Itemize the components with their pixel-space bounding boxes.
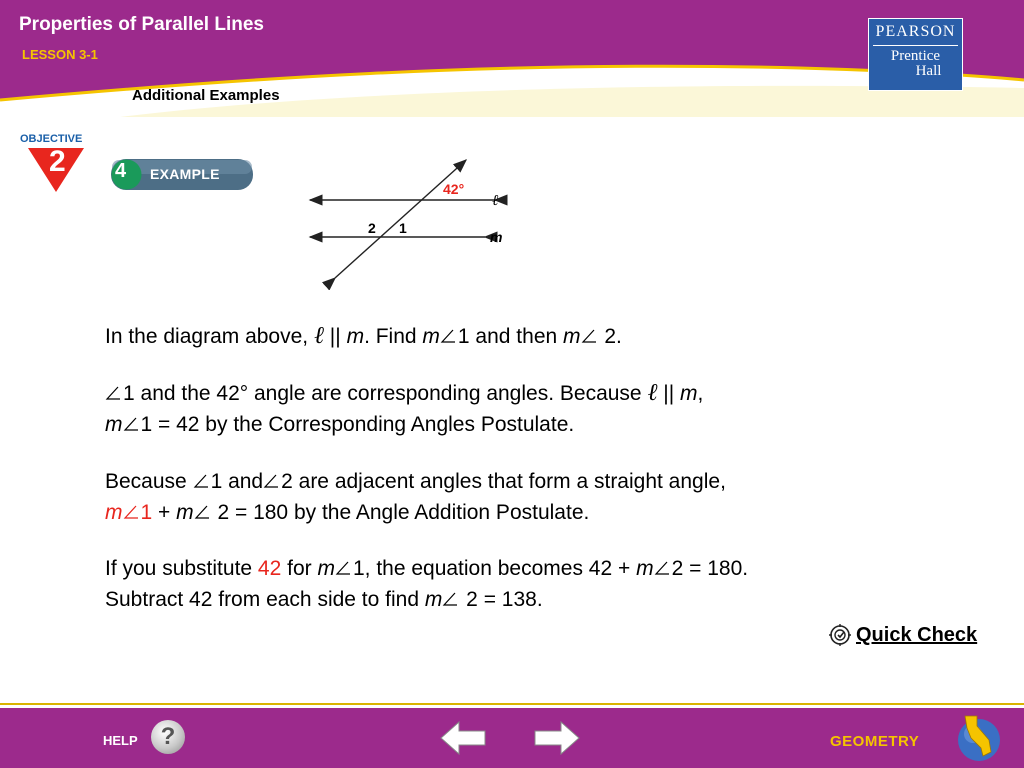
logo-divider	[873, 45, 958, 46]
angle-icon	[193, 473, 211, 489]
angle-icon	[581, 328, 599, 344]
subject-label: GEOMETRY	[830, 733, 920, 750]
p1-text-e: 2.	[598, 325, 622, 348]
help-button[interactable]: ?	[151, 720, 185, 754]
logo-line1: Prentice	[890, 48, 941, 64]
header-bar	[0, 0, 1024, 117]
pearson-logo	[868, 18, 963, 91]
example-number: 4	[115, 160, 127, 182]
p3-plus: +	[152, 501, 177, 524]
p4-line2	[105, 584, 748, 615]
p4-text-a: If you substitute	[105, 557, 258, 580]
p4-red-42: 42	[257, 557, 282, 580]
p4-text-c: 1, the equation becomes 42 +	[352, 557, 637, 580]
example-badge	[110, 158, 254, 191]
help-label[interactable]: HELP	[103, 733, 138, 748]
footer-divider	[0, 703, 1024, 705]
angle-42-label: 42°	[443, 181, 465, 197]
angle-icon	[263, 473, 281, 489]
p3-line2	[105, 497, 726, 528]
parallel-lines-diagram	[300, 150, 520, 290]
lesson-label: LESSON 3-1	[22, 47, 98, 62]
p2-text-a: 1 and the 42° angle are corresponding angles. Because	[123, 382, 648, 405]
p3-text-f: 2 = 180 by the Angle Addition Postulate.	[211, 501, 590, 524]
angle-icon	[123, 504, 141, 520]
slide-title: Properties of Parallel Lines	[19, 14, 264, 35]
angle-icon	[442, 591, 460, 607]
paragraph-4	[105, 553, 748, 615]
p3-one-red: 1	[140, 501, 153, 524]
p3-text-c: 2 are adjacent angles that form a straight angle,	[281, 470, 726, 493]
p1-text-a: In the diagram above,	[105, 325, 314, 348]
p2-line1	[105, 378, 703, 409]
paragraph-1	[105, 321, 622, 352]
angle-icon	[440, 328, 458, 344]
p1-m: m	[422, 325, 440, 348]
p2-parallel: ||	[657, 382, 681, 405]
angle-1-label: 1	[399, 220, 407, 236]
p3-text-b: 1 and	[210, 470, 264, 493]
angle-icon	[194, 504, 212, 520]
p2-m: m	[680, 382, 698, 405]
angle-icon	[335, 560, 353, 576]
p3-line1	[105, 466, 726, 497]
p4-m: m	[636, 557, 654, 580]
p2-m: m	[105, 413, 123, 436]
footer-bar	[0, 708, 1024, 768]
p1-text-c: . Find	[364, 325, 423, 348]
p1-m: m	[346, 325, 365, 348]
subtitle: Additional Examples	[132, 87, 280, 104]
p4-text-b: for	[281, 557, 318, 580]
globe-icon	[955, 712, 1003, 764]
p2-text-c: ,	[697, 382, 704, 405]
p4-text-e: Subtract 42 from each side to find	[105, 588, 425, 611]
ell-symbol: ℓ	[313, 323, 324, 349]
p4-m: m	[317, 557, 335, 580]
p4-text-f: 2 = 138.	[460, 588, 543, 611]
previous-arrow-icon[interactable]	[439, 720, 487, 756]
logo-top-text: PEARSON	[875, 23, 956, 40]
p1-parallel: ||	[323, 325, 347, 348]
p2-line2	[105, 409, 703, 440]
transversal	[335, 160, 466, 278]
quick-check-label[interactable]: Quick Check	[856, 624, 978, 646]
angle-icon	[105, 385, 123, 401]
p3-m: m	[176, 501, 194, 524]
angle-icon	[123, 416, 141, 432]
line-l-label: ℓ	[492, 193, 499, 209]
p4-text-d: 2 = 180.	[671, 557, 749, 580]
p3-m-red: m	[105, 501, 123, 524]
ell-symbol: ℓ	[647, 380, 658, 406]
p3-text-a: Because	[105, 470, 193, 493]
example-label: EXAMPLE	[150, 166, 220, 182]
logo-line2: Hall	[915, 63, 942, 79]
angle-2-label: 2	[368, 220, 376, 236]
p2-text-d: 1 = 42 by the Corresponding Angles Postulate.	[140, 413, 575, 436]
p1-text-d: 1 and then	[457, 325, 564, 348]
paragraph-3	[105, 466, 726, 528]
p1-m: m	[563, 325, 581, 348]
paragraph-2	[105, 378, 703, 440]
objective-number: 2	[49, 145, 66, 178]
p4-m: m	[424, 588, 443, 611]
quick-check-icon	[828, 623, 852, 647]
line-m-label: m	[490, 229, 503, 245]
next-arrow-icon[interactable]	[533, 720, 581, 756]
angle-icon	[654, 560, 672, 576]
p4-line1	[105, 553, 748, 584]
objective-badge	[18, 133, 90, 195]
objective-label: OBJECTIVE	[20, 133, 83, 145]
